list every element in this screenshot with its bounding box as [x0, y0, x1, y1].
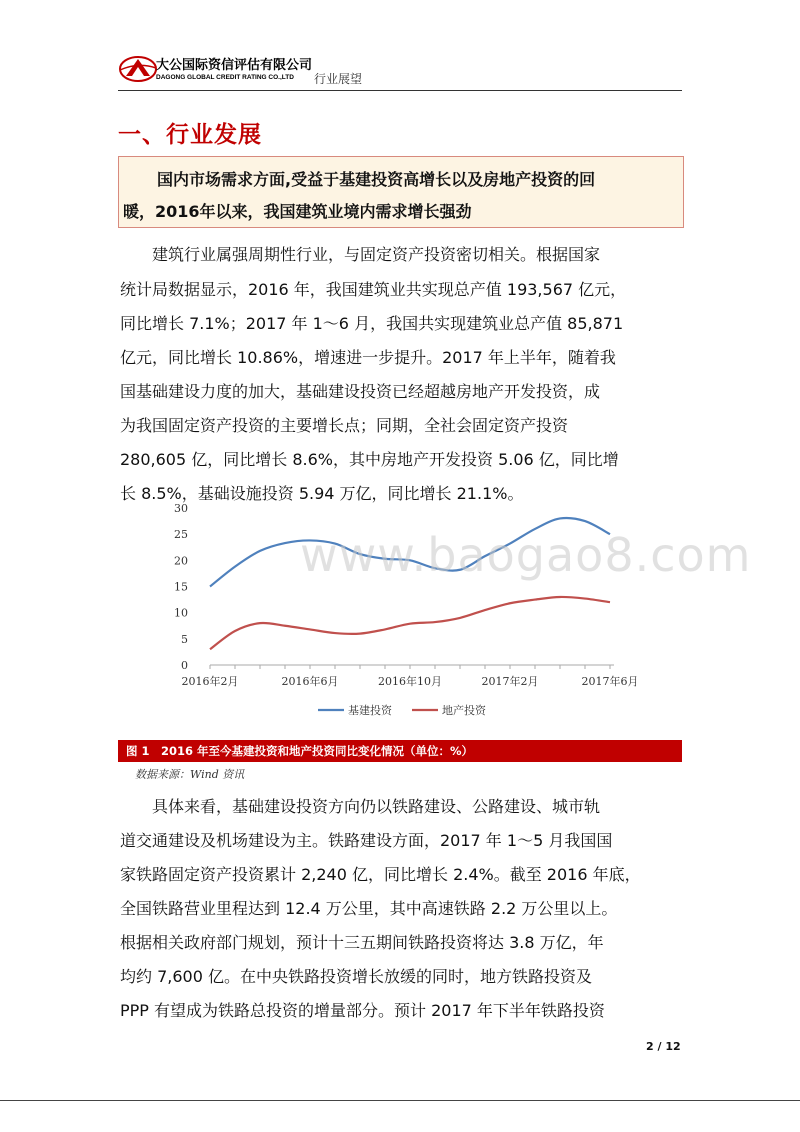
y-tick-label: 20 [174, 554, 188, 568]
legend-label: 基建投资 [348, 704, 392, 717]
footer-divider [0, 1100, 800, 1101]
key-finding-line-2: 暖，2016年以来，我国建筑业境内需求增长强劲 [123, 202, 472, 221]
x-tick-label: 2016年6月 [281, 675, 339, 688]
paragraph-line: 同比增长 7.1%；2017 年 1～6 月，我国共实现建筑业总产值 85,871 [120, 314, 624, 333]
paragraph-line: 国基础建设力度的加大，基础建设投资已经超越房地产开发投资，成 [120, 382, 601, 401]
page-number: 2 / 12 [646, 1040, 681, 1053]
watermark-text: www.baogao8.com [300, 528, 752, 582]
report-section-label: 行业展望 [314, 72, 363, 86]
chart-legend [318, 703, 487, 717]
paragraph-line: 根据相关政府部门规划，预计十三五期间铁路投资将达 3.8 万亿，年 [120, 933, 604, 952]
paragraph-line: 家铁路固定资产投资累计 2,240 亿，同比增长 2.4%。截至 2016 年底， [120, 865, 641, 884]
y-tick-label: 5 [181, 632, 188, 646]
company-name-cn: 大公国际资信评估有限公司 [156, 58, 313, 73]
x-tick-label: 2017年6月 [581, 675, 639, 688]
paragraph-line: 全国铁路营业里程达到 12.4 万公里，其中高速铁路 2.2 万公里以上。 [120, 899, 618, 918]
paragraph-line: PPP 有望成为铁路总投资的增量部分。预计 2017 年下半年铁路投资 [120, 1001, 605, 1020]
header-divider [118, 90, 682, 91]
series-line-real-estate [210, 597, 610, 649]
x-tick-label: 2016年2月 [181, 675, 239, 688]
y-tick-label: 30 [174, 502, 188, 515]
paragraph-line: 道交通建设及机场建设为主。铁路建设方面，2017 年 1～5 月我国国 [120, 831, 613, 850]
figure-caption: 图 1 2016 年至今基建投资和地产投资同比变化情况（单位：%） [126, 744, 474, 758]
section-heading: 一、行业发展 [118, 122, 262, 148]
paragraph-line: 统计局数据显示，2016 年，我国建筑业共实现总产值 193,567 亿元， [120, 280, 627, 299]
y-tick-label: 25 [174, 528, 188, 542]
x-tick-label: 2016年10月 [378, 675, 442, 688]
paragraph-line: 均约 7,600 亿。在中央铁路投资增长放缓的同时，地方铁路投资及 [120, 967, 592, 986]
paragraph-line: 亿元，同比增长 10.86%，增速进一步提升。2017 年上半年，随着我 [120, 348, 616, 367]
y-tick-label: 15 [174, 580, 188, 594]
paragraph-line: 具体来看，基础建设投资方向仍以铁路建设、公路建设、城市轨 [152, 797, 601, 816]
x-tick-label: 2017年2月 [481, 675, 539, 688]
y-axis-ticks [174, 502, 188, 672]
y-tick-label: 10 [174, 606, 188, 620]
data-source-note: 数据来源：Wind 资讯 [135, 768, 245, 781]
key-finding-line-1: 国内市场需求方面,受益于基建投资高增长以及房地产投资的回 [157, 170, 596, 189]
page-header [118, 52, 682, 90]
legend-label: 地产投资 [442, 704, 486, 717]
paragraph-line: 为我国固定资产投资的主要增长点；同期，全社会固定资产投资 [120, 416, 569, 435]
key-finding-box [118, 156, 684, 228]
company-name-en: DAGONG GLOBAL CREDIT RATING CO.,LTD [156, 74, 294, 81]
x-axis-ticks [182, 665, 639, 688]
paragraph-line: 280,605 亿，同比增长 8.6%，其中房地产开发投资 5.06 亿，同比增 [120, 450, 619, 469]
y-tick-label: 0 [181, 659, 188, 672]
dagong-logo-icon [118, 54, 158, 84]
figure-caption-bar [118, 740, 682, 762]
paragraph-line: 建筑行业属强周期性行业，与固定资产投资密切相关。根据国家 [152, 245, 601, 264]
paragraph-line: 长 8.5%，基础设施投资 5.94 万亿，同比增长 21.1%。 [120, 484, 524, 503]
